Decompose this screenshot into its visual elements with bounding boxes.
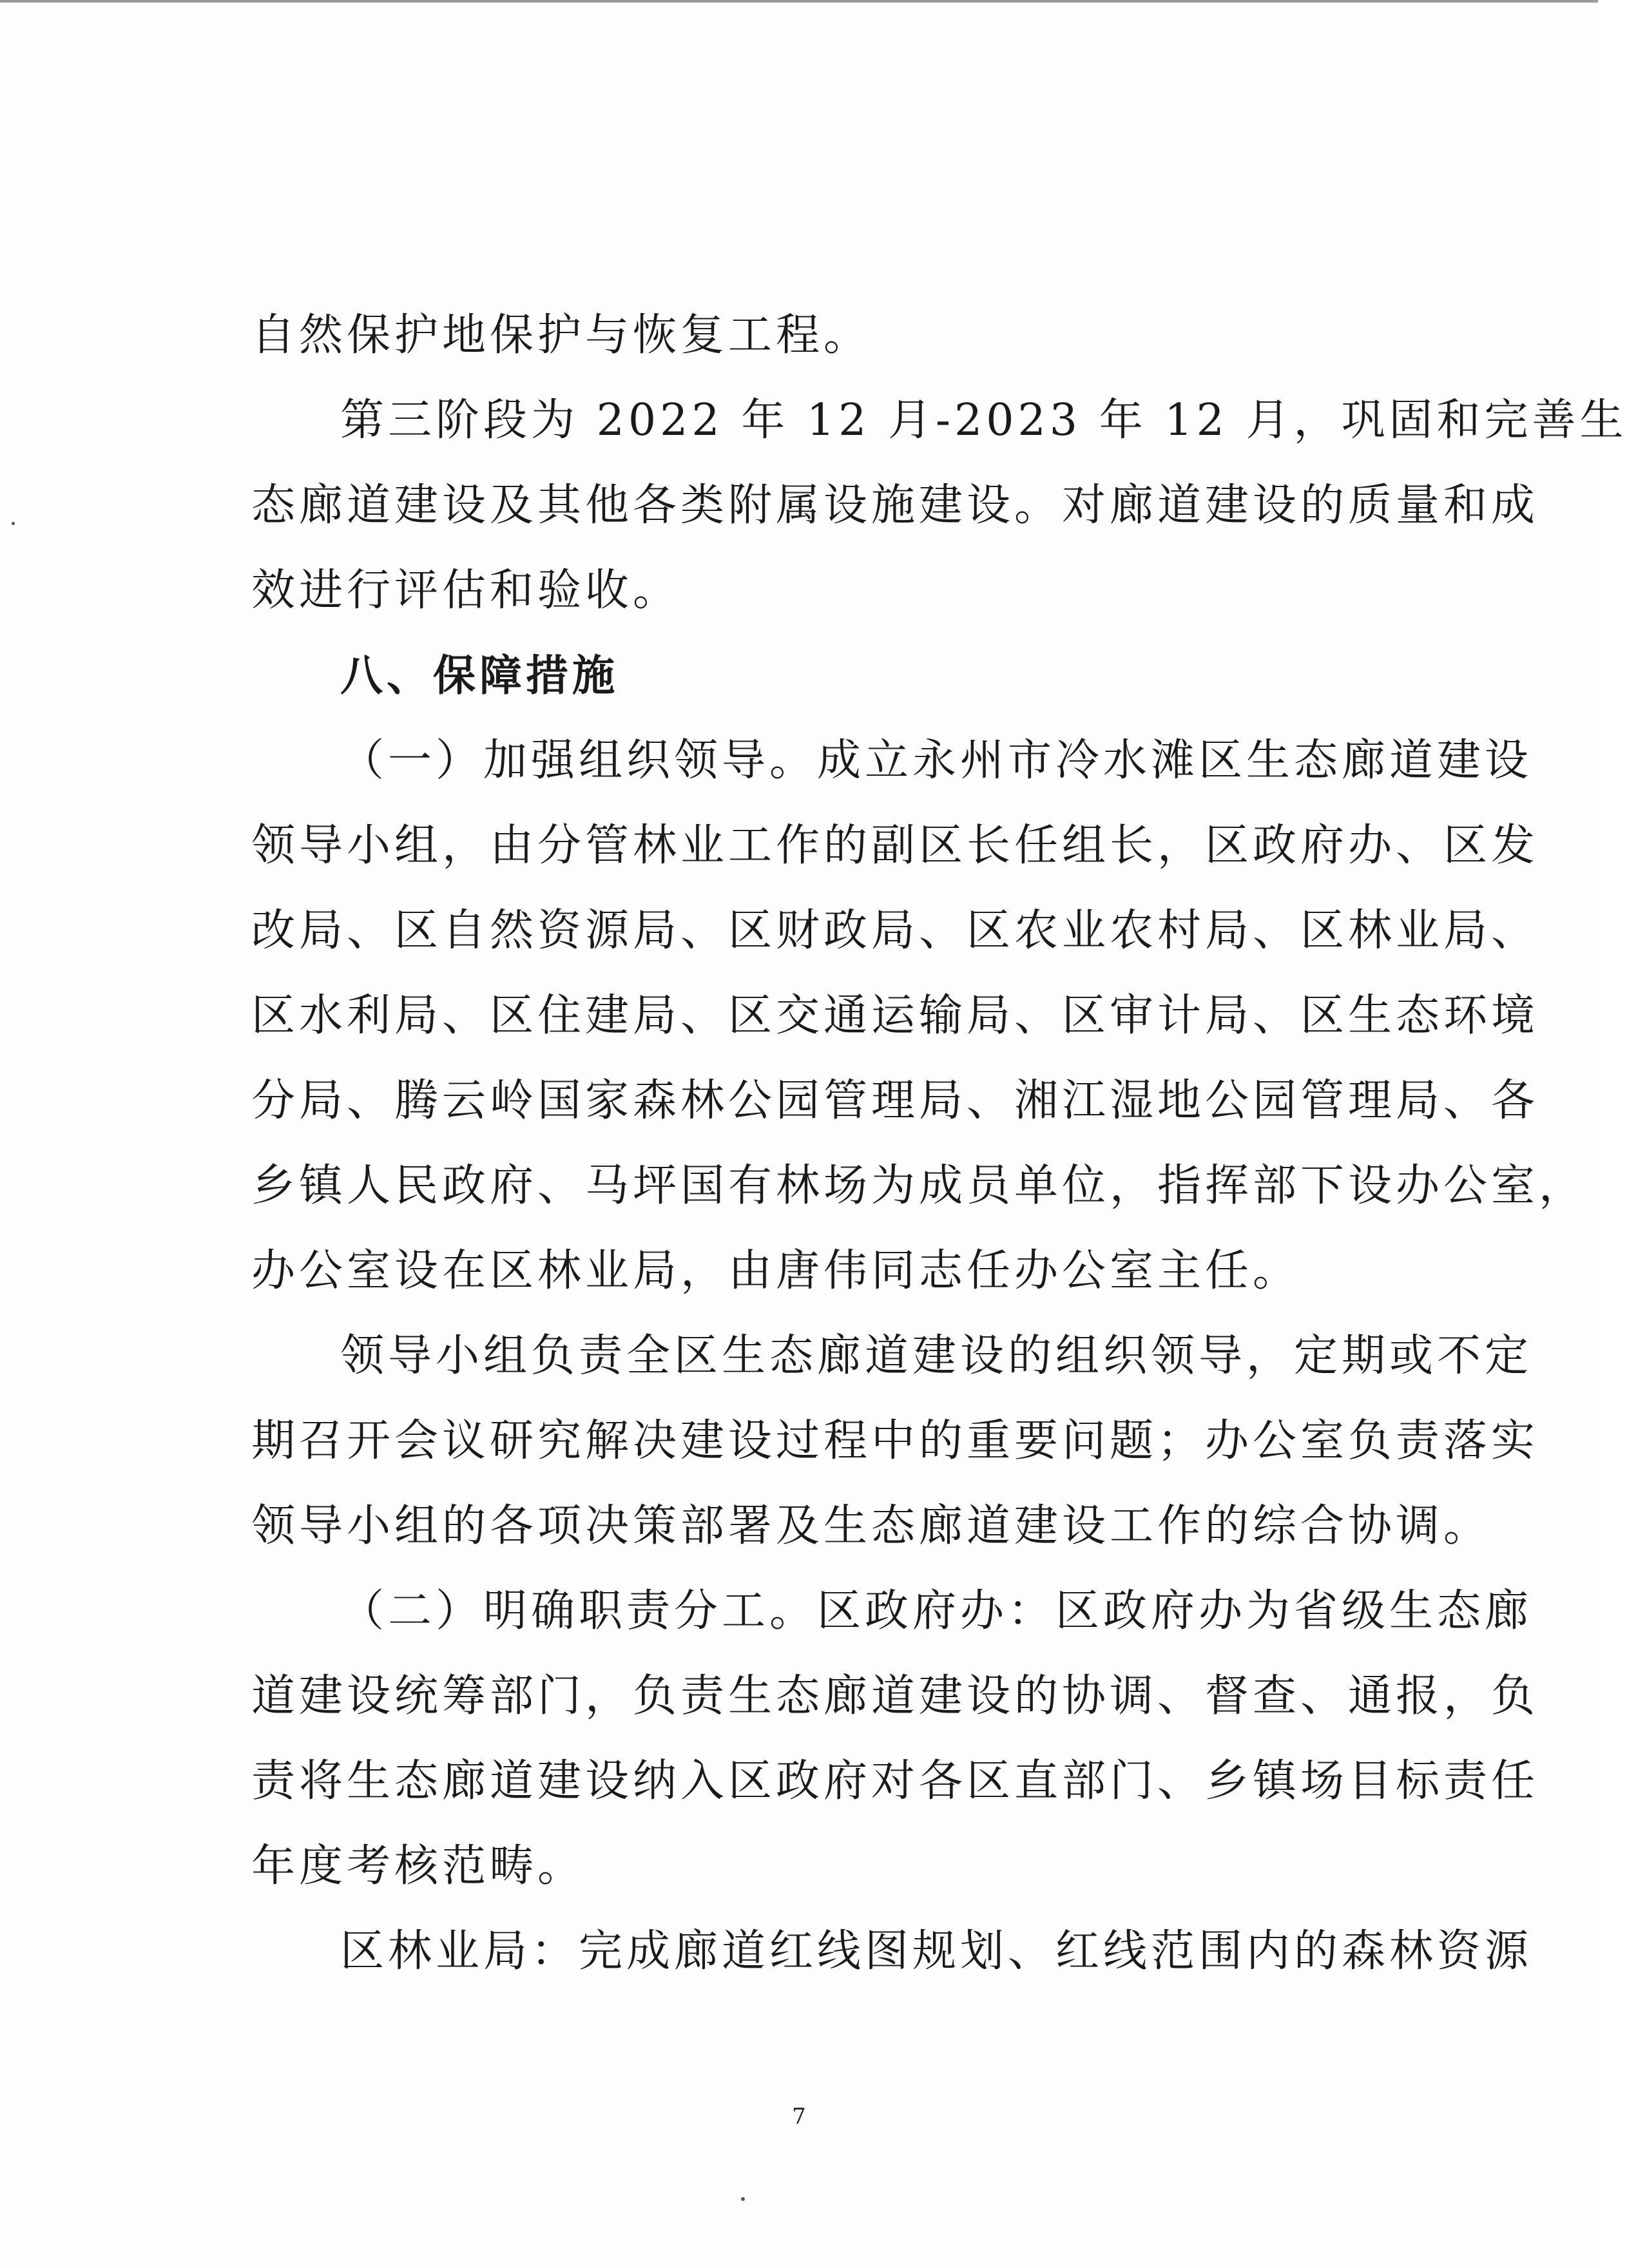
scan-speck [12, 522, 15, 525]
body-line: 第三阶段为 2022 年 12 月-2023 年 12 月，巩固和完善生 [340, 395, 1627, 446]
body-line: 期召开会议研究解决建设过程中的重要问题；办公室负责落实 [251, 1416, 1539, 1466]
body-line: 乡镇人民政府、马坪国有林场为成员单位，指挥部下设办公室， [251, 1160, 1587, 1211]
body-line: 领导小组的各项决策部署及生态廊道建设工作的综合协调。 [251, 1501, 1492, 1552]
body-line: 自然保护地保护与恢复工程。 [251, 310, 872, 361]
body-line: （一）加强组织领导。成立永州市冷水滩区生态廊道建设 [340, 735, 1533, 786]
body-line: 效进行评估和验收。 [251, 565, 681, 616]
section-heading: 八、保障措施 [340, 651, 619, 700]
body-line: 分局、腾云岭国家森林公园管理局、湘江湿地公园管理局、各 [251, 1075, 1539, 1126]
scan-speck [741, 2197, 745, 2201]
body-line: 区林业局：完成廊道红线图规划、红线范围内的森林资源 [340, 1926, 1533, 1977]
body-line: 道建设统筹部门，负责生态廊道建设的协调、督查、通报，负 [251, 1671, 1539, 1722]
body-line: 责将生态廊道建设纳入区政府对各区直部门、乡镇场目标责任 [251, 1756, 1539, 1807]
document-body [251, 293, 1627, 1994]
body-line: 领导小组负责全区生态廊道建设的组织领导，定期或不定 [340, 1331, 1533, 1381]
body-line: 态廊道建设及其他各类附属设施建设。对廊道建设的质量和成 [251, 480, 1539, 531]
scan-top-edge [0, 0, 1598, 3]
body-line: 领导小组，由分管林业工作的副区长任组长，区政府办、区发 [251, 820, 1539, 871]
body-line: 办公室设在区林业局，由唐伟同志任办公室主任。 [251, 1245, 1301, 1296]
body-line: 年度考核范畴。 [251, 1841, 586, 1892]
body-line: （二）明确职责分工。区政府办：区政府办为省级生态廊 [340, 1586, 1533, 1637]
page-number: 7 [792, 2104, 806, 2129]
body-line: 改局、区自然资源局、区财政局、区农业农村局、区林业局、 [251, 905, 1539, 956]
body-line: 区水利局、区住建局、区交通运输局、区审计局、区生态环境 [251, 990, 1539, 1041]
